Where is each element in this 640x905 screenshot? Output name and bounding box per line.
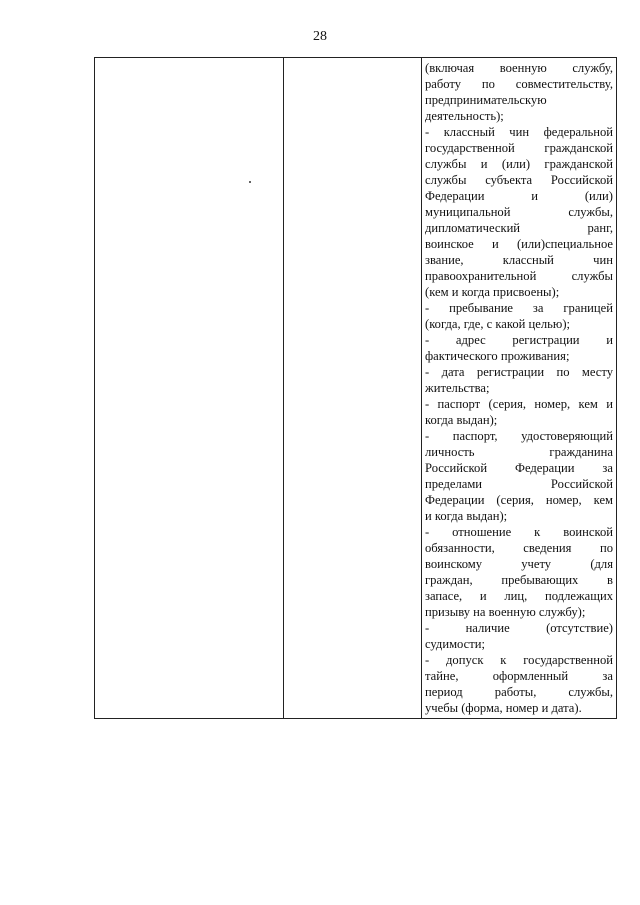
document-table <box>94 57 617 719</box>
text-line: призыву на военную службу); <box>425 605 586 619</box>
text-line: службы субъекта Российской <box>425 173 613 187</box>
table-cell-column-2 <box>284 58 422 719</box>
table-row <box>95 58 617 719</box>
text-line: период работы, службы, <box>425 685 613 699</box>
text-line: (когда, где, с какой целью); <box>425 317 571 331</box>
text-line: государственной гражданской <box>425 141 613 155</box>
text-line: муниципальной службы, <box>425 205 613 219</box>
text-line: воинское и (или)специальное <box>425 237 613 251</box>
text-line: жительства; <box>425 381 490 395</box>
text-line: учебы (форма, номер и дата). <box>425 701 582 715</box>
text-line: тайне, оформленный за <box>425 669 613 683</box>
text-line: предпринимательскую <box>425 93 547 107</box>
text-line: - наличие (отсутствие) <box>425 621 613 635</box>
text-line: запасе, и лиц, подлежащих <box>425 589 613 603</box>
text-line: - допуск к государственной <box>425 653 613 667</box>
text-line: деятельность); <box>425 109 504 123</box>
page-number: 28 <box>313 29 327 44</box>
text-line: - отношение к воинской <box>425 525 613 539</box>
text-line: звание, классный чин <box>425 253 613 267</box>
text-line: правоохранительной службы <box>425 269 613 283</box>
text-line: граждан, пребывающих в <box>425 573 613 587</box>
text-line: - пребывание за границей <box>425 301 613 315</box>
text-line: и когда выдан); <box>425 509 508 523</box>
text-line: Российской Федерации за <box>425 461 613 475</box>
text-line: - классный чин федеральной <box>425 125 613 139</box>
text-line: Федерации и (или) <box>425 189 613 203</box>
text-line: - адрес регистрации и <box>425 333 613 347</box>
text-line: воинскому учету (для <box>425 557 613 571</box>
table-cell-column-1 <box>95 58 284 719</box>
text-line: дипломатический ранг, <box>425 221 613 235</box>
text-line: службы и (или) гражданской <box>425 157 613 171</box>
text-line: судимости; <box>425 637 485 651</box>
text-line: (включая военную службу, <box>425 61 613 75</box>
text-line: личность гражданина <box>425 445 613 459</box>
text-line: фактического проживания; <box>425 349 570 363</box>
text-line: - паспорт, удостоверяющий <box>425 429 613 443</box>
text-line: - дата регистрации по месту <box>425 365 613 379</box>
text-line: Федерации (серия, номер, кем <box>425 493 613 507</box>
text-line: пределами Российской <box>425 477 613 491</box>
text-line: когда выдан); <box>425 413 498 427</box>
text-line: (кем и когда присвоены); <box>425 285 560 299</box>
text-line: - паспорт (серия, номер, кем и <box>425 397 613 411</box>
table-cell-column-3 <box>422 58 617 719</box>
stray-dot-mark <box>249 181 251 183</box>
text-line: работу по совместительству, <box>425 77 613 91</box>
text-line: обязанности, сведения по <box>425 541 613 555</box>
